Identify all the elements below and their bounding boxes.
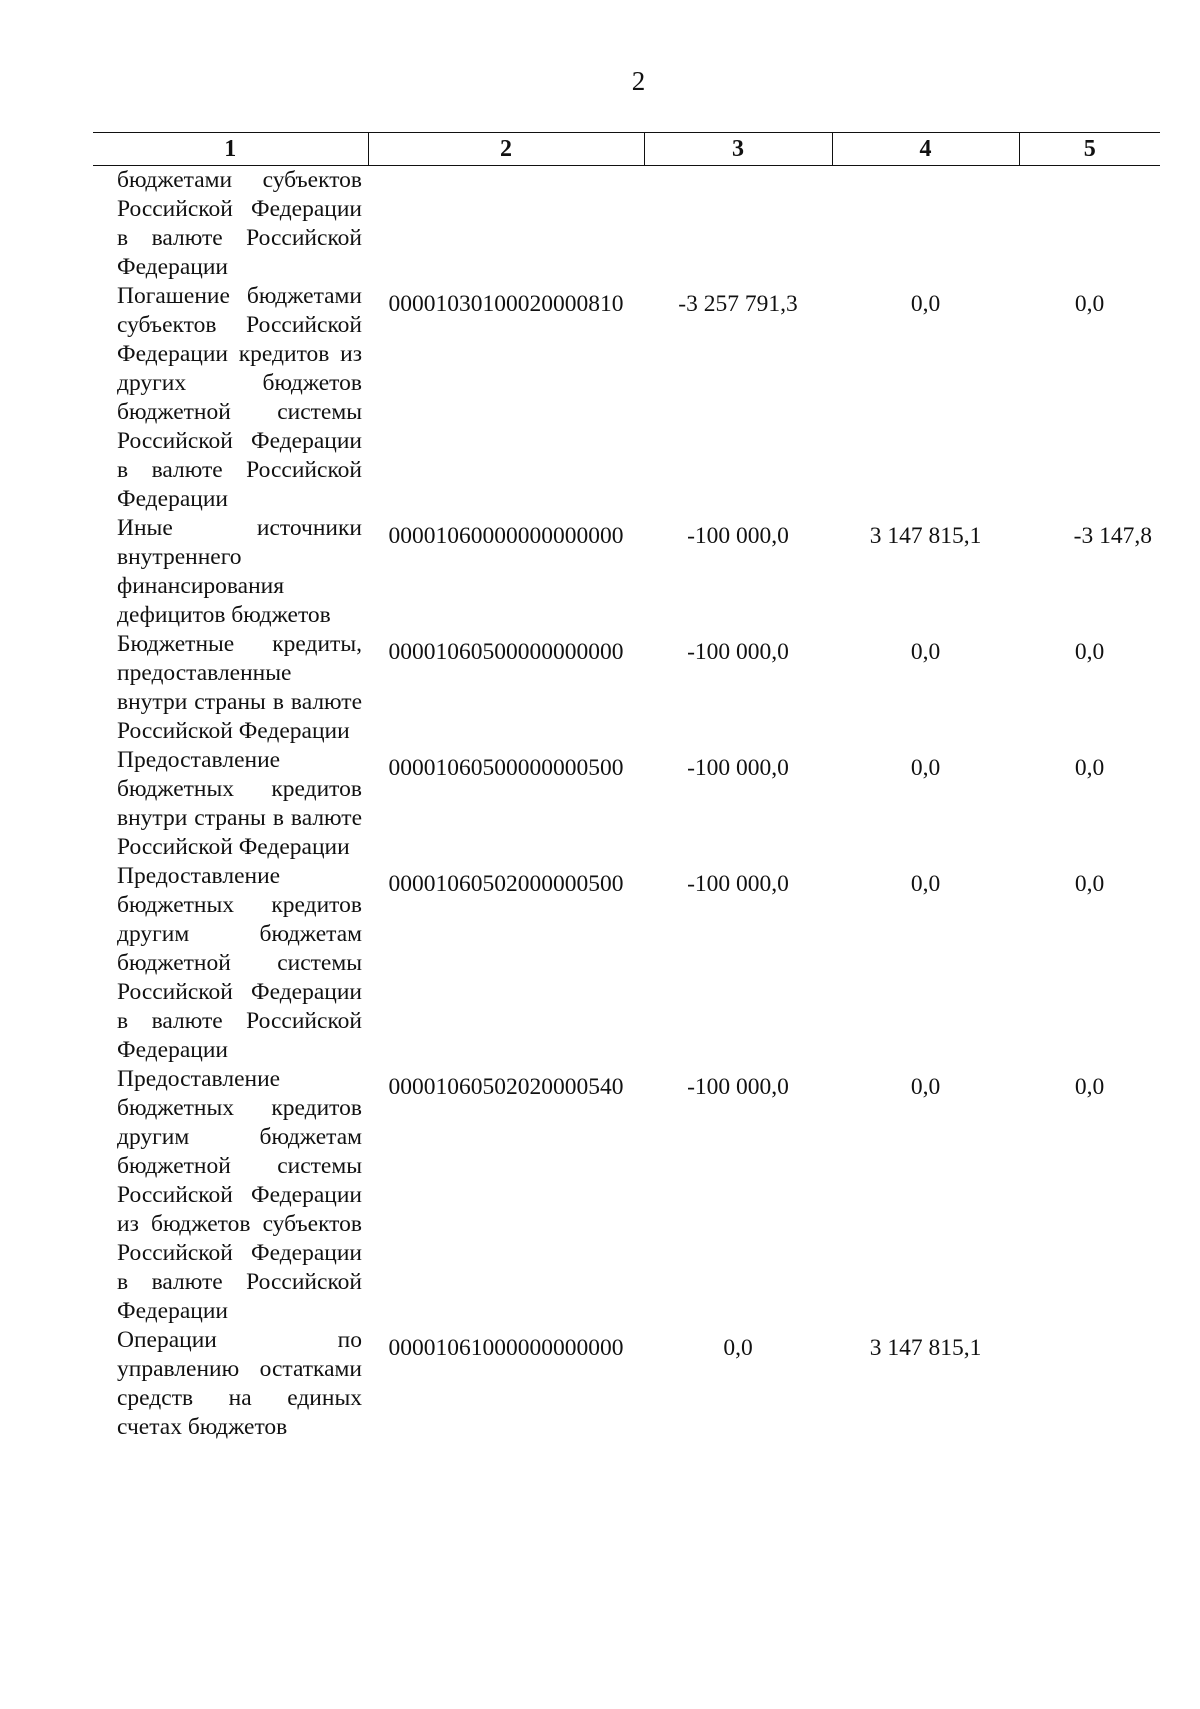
row-value-col3: -3 257 791,3	[678, 291, 798, 317]
row-value-col4: 0,0	[910, 639, 941, 665]
row-value-col4: 0,0	[910, 871, 941, 897]
row-code: 00001060500000000500	[388, 755, 624, 781]
row-code: 00001060000000000000	[388, 523, 624, 549]
table-row	[93, 1065, 1160, 1326]
row-code: 00001030100020000810	[388, 291, 624, 317]
row-code: 00001060502000000500	[388, 871, 624, 897]
row-value-col5: 0,0	[1074, 871, 1105, 897]
table-row	[93, 1326, 1160, 1442]
row-name: бюджетами субъектов Российской Федерации в валюте Российской Федерации	[117, 167, 362, 280]
row-value-col5: 0,0	[1074, 755, 1105, 781]
row-value-col4: 3 147 815,1	[869, 523, 982, 549]
row-value-col4: 0,0	[910, 291, 941, 317]
row-value-col5: 0,0	[1074, 639, 1105, 665]
header-col-3: 3	[644, 133, 832, 166]
row-value-col3: -100 000,0	[687, 523, 789, 549]
table-header-row	[93, 133, 1160, 166]
row-value-col5	[1019, 1326, 1160, 1442]
table-row	[93, 282, 1160, 514]
row-value-col5	[1019, 166, 1160, 283]
row-value-col3	[644, 166, 832, 283]
budget-sources-table	[93, 132, 1160, 1442]
row-value-col4: 0,0	[910, 755, 941, 781]
row-value-col3: -100 000,0	[687, 1074, 789, 1100]
row-value-col4	[832, 166, 1019, 283]
row-code: 00001061000000000000	[388, 1335, 624, 1361]
row-value-col5: 0,0	[1074, 1074, 1105, 1100]
row-name: Погашение бюджетами субъектов Российской Федерации кредитов из других бюджетов бюджетной системы Российской Федерации в валюте Российской Федерации	[117, 283, 362, 512]
row-code: 00001060500000000000	[388, 639, 624, 665]
table-row	[93, 514, 1160, 630]
table-row	[93, 746, 1160, 862]
row-code: 00001060502020000540	[388, 1074, 624, 1100]
header-col-4: 4	[832, 133, 1019, 166]
row-value-col4: 0,0	[910, 1074, 941, 1100]
row-name: Иные источники внутреннего финансирования дефицитов бюджетов	[117, 515, 362, 628]
table-row	[93, 862, 1160, 1065]
row-value-col4: 3 147 815,1	[869, 1335, 982, 1361]
row-name: Предоставление бюджетных кредитов внутри страны в валюте Российской Федерации	[117, 747, 362, 860]
table-row	[93, 630, 1160, 746]
row-name: Предоставление бюджетных кредитов другим бюджетам бюджетной системы Российской Федерации в валюте Российской Федерации	[117, 863, 362, 1063]
header-col-2: 2	[368, 133, 644, 166]
row-value-col3: 0,0	[723, 1335, 753, 1361]
row-name: Предоставление бюджетных кредитов другим бюджетам бюджетной системы Российской Федерации из бюджетов субъектов Российской Федерации в валюте Российской Федерации	[117, 1066, 362, 1324]
row-value-col5: -3 147,8	[1073, 523, 1152, 549]
table-row	[93, 166, 1160, 283]
row-value-col3: -100 000,0	[687, 755, 789, 781]
row-code	[368, 166, 644, 283]
row-value-col3: -100 000,0	[687, 639, 789, 665]
row-name: Бюджетные кредиты, предоставленные внутри страны в валюте Российской Федерации	[117, 631, 362, 744]
row-value-col5: 0,0	[1074, 291, 1105, 317]
header-col-5: 5	[1019, 133, 1160, 166]
header-col-1: 1	[93, 133, 368, 166]
page-number: 2	[631, 66, 646, 96]
row-name: Операции по управлению остатками средств на единых счетах бюджетов	[117, 1327, 362, 1440]
row-value-col3: -100 000,0	[687, 871, 789, 897]
